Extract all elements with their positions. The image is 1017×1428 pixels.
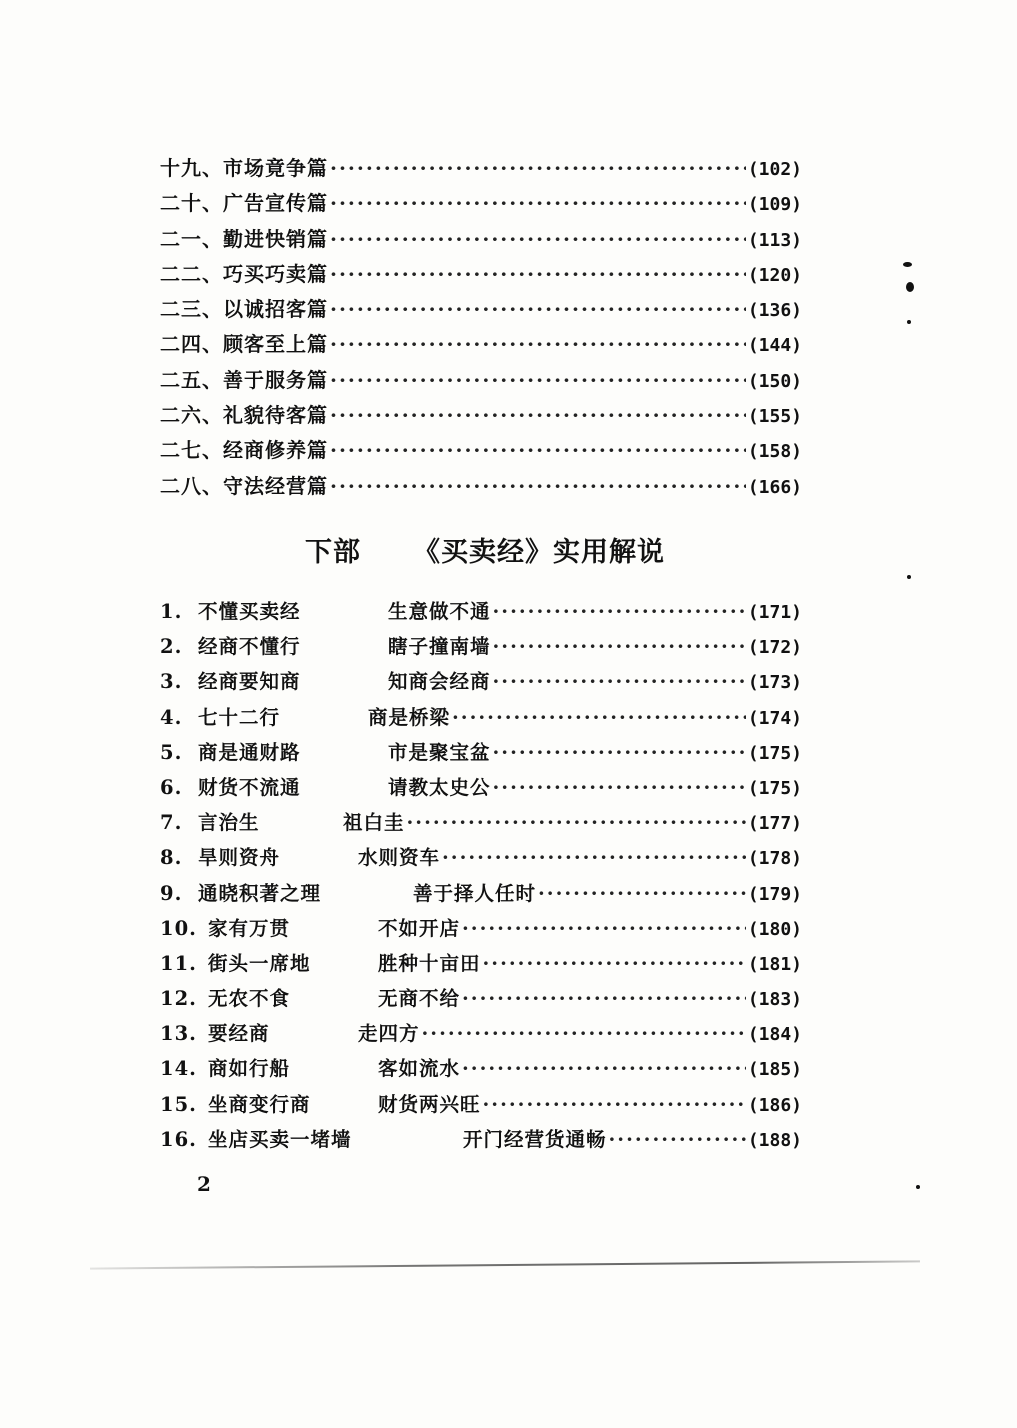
toc-entry: [160, 913, 802, 948]
leader-dots: [442, 846, 746, 869]
toc-entry-first-phrase: 言治生: [198, 811, 260, 835]
toc-entry-page: (102): [747, 159, 802, 180]
toc-entry-title: 二三、以诚招客篇: [160, 297, 328, 322]
toc-entry-number: 10.: [160, 916, 197, 940]
scan-speck: [916, 1185, 920, 1189]
toc-entry-second-phrase: 胜种十亩田: [378, 951, 481, 975]
toc-entry-number: 15.: [160, 1092, 197, 1116]
toc-entry: [160, 328, 802, 363]
toc-entry-number: 5.: [160, 740, 183, 764]
toc-entry-number: 9.: [160, 881, 183, 905]
section-title: 《买卖经》实用解说: [413, 537, 665, 568]
toc-entry: [160, 807, 802, 842]
toc-entry-second-phrase: 走四方: [358, 1022, 420, 1046]
toc-entry-title: 二七、经商修养篇: [160, 438, 328, 463]
toc-entry-first-phrase: 要经商: [208, 1022, 270, 1046]
toc-entry-first-phrase: 坐店买卖一堵墙: [208, 1127, 352, 1151]
leader-dots: [407, 811, 746, 834]
leader-dots: [330, 403, 746, 427]
toc-entry-page: (144): [747, 335, 802, 357]
toc-entry-second-phrase: 财货两兴旺: [378, 1092, 481, 1116]
toc-entry: [160, 1124, 802, 1159]
scan-edge-line: [90, 1260, 920, 1269]
leader-dots: [330, 297, 746, 321]
leader-dots: [483, 952, 746, 975]
toc-entry-page: (155): [747, 406, 802, 428]
toc-entry-title: 二一、勤进快销篇: [160, 226, 328, 251]
toc-entry-first-phrase: 坐商变行商: [208, 1092, 311, 1116]
page-number: 2: [197, 1172, 211, 1196]
toc-entry-first-phrase: 旱则资舟: [198, 846, 281, 870]
leader-dots: [493, 635, 746, 658]
toc-entry-title: 二八、守法经营篇: [160, 473, 328, 498]
toc-entry-page: (136): [747, 300, 802, 322]
toc-entry-second-phrase: 开门经营货通畅: [463, 1127, 607, 1151]
toc-entry-second-phrase: 商是桥梁: [368, 705, 451, 729]
leader-dots: [330, 156, 746, 180]
leader-dots: [609, 1128, 746, 1151]
toc-entry-second-phrase: 请教太史公: [388, 775, 491, 799]
toc-entry: [160, 223, 802, 258]
toc-entry-number: 11.: [160, 951, 197, 975]
toc-entry-page: (177): [747, 813, 802, 835]
scan-speck: [903, 262, 912, 267]
toc-entry: [160, 399, 802, 434]
leader-dots: [330, 438, 746, 462]
toc-entry-number: 7.: [160, 811, 183, 835]
toc-entry-second-phrase: 善于择人任时: [413, 881, 537, 905]
toc-entry-number: 12.: [160, 987, 197, 1011]
toc-entry-second-phrase: 无商不给: [378, 987, 461, 1011]
toc-entry-page: (175): [747, 777, 802, 799]
toc-entry-second-phrase: 生意做不通: [388, 600, 491, 623]
toc-entry-number: 4.: [160, 705, 183, 729]
toc-entry-page: (188): [747, 1129, 802, 1151]
toc-entry: [160, 702, 802, 737]
toc-entry: [160, 293, 802, 328]
leader-dots: [330, 332, 746, 356]
leader-dots: [330, 368, 746, 392]
toc-entry-second-phrase: 瞎子撞南墙: [388, 635, 491, 659]
toc-entry-page: (185): [747, 1059, 802, 1081]
toc-entry: [160, 187, 802, 222]
toc-entry: [160, 737, 802, 772]
toc-entry-second-phrase: 客如流水: [378, 1057, 461, 1081]
toc-entry-page: (120): [747, 264, 802, 286]
leader-dots: [462, 917, 746, 940]
toc-entry-second-phrase: 知商会经商: [388, 670, 491, 694]
toc-entry-first-phrase: 不懂买卖经: [198, 600, 301, 623]
toc-entry: [160, 1053, 802, 1088]
toc-entry-page: (166): [747, 476, 802, 498]
toc-entry-title: 二十、广告宣传篇: [160, 191, 328, 216]
toc-entry-first-phrase: 商如行船: [208, 1057, 291, 1081]
leader-dots: [493, 741, 746, 764]
lower-toc-list: [160, 596, 802, 1159]
toc-entry: [160, 364, 802, 399]
toc-entry: [160, 152, 802, 187]
toc-entry-number: 3.: [160, 670, 183, 694]
upper-toc-list: [160, 152, 802, 505]
toc-entry-title: 二二、巧买巧卖篇: [160, 261, 328, 286]
toc-entry-number: 14.: [160, 1057, 197, 1081]
section-heading: [305, 530, 665, 569]
scan-speck: [907, 575, 911, 579]
toc-entry-first-phrase: 通晓积著之理: [198, 881, 322, 905]
leader-dots: [493, 670, 746, 693]
toc-entry: [160, 631, 802, 666]
toc-entry: [160, 772, 802, 807]
leader-dots: [483, 1093, 746, 1116]
toc-entry-page: (150): [747, 370, 802, 392]
toc-entry: [160, 470, 802, 505]
toc-entry-first-phrase: 财货不流通: [198, 775, 301, 799]
leader-dots: [452, 706, 746, 729]
toc-entry: [160, 258, 802, 293]
toc-entry-first-phrase: 无农不食: [208, 987, 291, 1011]
toc-entry: [160, 434, 802, 469]
toc-entry: [160, 842, 802, 877]
toc-entry-first-phrase: 商是通财路: [198, 740, 301, 764]
toc-entry-second-phrase: 水则资车: [358, 846, 441, 870]
toc-entry-number: 6.: [160, 775, 183, 799]
leader-dots: [330, 227, 746, 251]
toc-entry: [160, 878, 802, 913]
leader-dots: [462, 1057, 746, 1080]
toc-entry: [160, 596, 802, 631]
toc-entry-first-phrase: 家有万贯: [208, 916, 291, 940]
toc-entry: [160, 983, 802, 1018]
toc-entry-page: (172): [747, 637, 802, 659]
toc-entry-second-phrase: 市是聚宝盆: [388, 740, 491, 764]
scan-speck: [907, 320, 911, 324]
leader-dots: [330, 262, 746, 286]
toc-entry-page: (181): [747, 953, 802, 975]
toc-entry-page: (171): [747, 602, 802, 623]
toc-entry-first-phrase: 街头一席地: [208, 951, 311, 975]
toc-entry-first-phrase: 经商要知商: [198, 670, 301, 694]
toc-entry-page: (184): [747, 1024, 802, 1046]
leader-dots: [462, 987, 746, 1010]
leader-dots: [330, 191, 746, 215]
toc-entry-second-phrase: 祖白圭: [343, 811, 405, 835]
scan-speck: [906, 282, 914, 292]
toc-entry-page: (178): [747, 848, 802, 870]
toc-entry-page: (183): [747, 989, 802, 1011]
toc-entry-number: 2.: [160, 635, 183, 659]
toc-entry-title: 二四、顾客至上篇: [160, 332, 328, 357]
toc-entry-page: (186): [747, 1094, 802, 1116]
toc-entry-page: (113): [747, 229, 802, 251]
toc-entry-second-phrase: 不如开店: [378, 916, 461, 940]
leader-dots: [538, 882, 746, 905]
toc-entry: [160, 666, 802, 701]
leader-dots: [330, 474, 746, 498]
toc-entry-first-phrase: 经商不懂行: [198, 635, 301, 659]
toc-entry: [160, 1089, 802, 1124]
leader-dots: [493, 776, 746, 799]
toc-entry-title: 十九、市场竟争篇: [160, 156, 328, 180]
toc-entry: [160, 948, 802, 983]
section-part-label: 下部: [305, 537, 361, 568]
toc-entry-first-phrase: 七十二行: [198, 705, 281, 729]
toc-entry-page: (174): [747, 707, 802, 729]
leader-dots: [422, 1022, 746, 1045]
toc-entry-page: (109): [747, 194, 802, 216]
toc-entry-page: (175): [747, 742, 802, 764]
toc-entry: [160, 1018, 802, 1053]
toc-entry-page: (173): [747, 672, 802, 694]
toc-entry-title: 二五、善于服务篇: [160, 367, 328, 392]
toc-entry-number: 8.: [160, 846, 183, 870]
leader-dots: [493, 600, 746, 623]
toc-entry-page: (179): [747, 883, 802, 905]
toc-entry-number: 16.: [160, 1127, 197, 1151]
toc-entry-page: (180): [747, 918, 802, 940]
toc-entry-number: 1.: [160, 600, 183, 623]
toc-entry-page: (158): [747, 441, 802, 463]
toc-entry-title: 二六、礼貌待客篇: [160, 403, 328, 428]
toc-entry-number: 13.: [160, 1022, 197, 1046]
